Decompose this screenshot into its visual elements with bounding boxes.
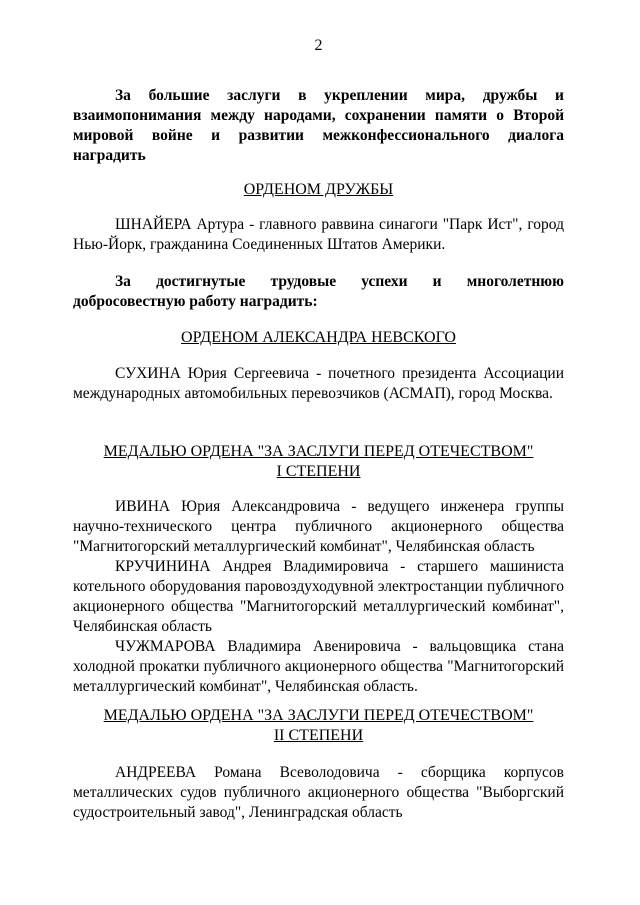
- section-2-intro: За достигнутые трудовые успехи и многолетнюю добросовестную работу наградить:: [73, 273, 564, 310]
- section-1-recipient-block: [73, 215, 564, 255]
- section-1-intro: За большие заслуги в укреплении мира, дружбы и взаимопонимания между народами, сохранении памяти о Второй мировой войне и развитии межконфессионального диалога наградить: [73, 87, 564, 164]
- section-4-order-heading-line-2: II СТЕПЕНИ: [273, 727, 364, 744]
- recipient-paragraph: ШНАЙЕРА Артура - главного раввина синагоги "Парк Ист", город Нью-Йорк, гражданина Соединенных Штатов Америки.: [73, 216, 564, 253]
- section-4-order-block: [73, 706, 564, 746]
- section-3-order-block: [73, 442, 564, 482]
- section-2-recipient-block: [73, 364, 564, 404]
- section-4-recipient-block: [73, 763, 564, 823]
- section-1-order-block: [73, 180, 564, 200]
- section-2-order-block: [73, 328, 564, 348]
- recipient-paragraph: ИВИНА Юрия Александровича - ведущего инженера группы научно-технического центра публичного акционерного общества "Магнитогорский металлургический комбинат", Челябинская область: [73, 498, 564, 555]
- section-3-recipients-block: [73, 497, 564, 697]
- section-3-order-heading-line-1: МЕДАЛЬЮ ОРДЕНА "ЗА ЗАСЛУГИ ПЕРЕД ОТЕЧЕСТВОМ": [103, 443, 534, 460]
- section-2-intro-block: [73, 272, 564, 312]
- section-1-intro-block: [73, 86, 564, 166]
- section-3-order-heading-line-2: I СТЕПЕНИ: [276, 463, 361, 480]
- section-4-order-heading-line-1: МЕДАЛЬЮ ОРДЕНА "ЗА ЗАСЛУГИ ПЕРЕД ОТЕЧЕСТВОМ": [103, 707, 534, 724]
- section-1-order-heading: ОРДЕНОМ ДРУЖБЫ: [243, 181, 394, 198]
- section-2-order-heading: ОРДЕНОМ АЛЕКСАНДРА НЕВСКОГО: [181, 329, 456, 346]
- page-number: 2: [314, 37, 323, 54]
- recipient-paragraph: СУХИНА Юрия Сергеевича - почетного президента Ассоциации международных автомобильных перевозчиков (АСМАП), город Москва.: [73, 365, 564, 402]
- recipient-paragraph: КРУЧИНИНА Андрея Владимировича - старшего машиниста котельного оборудования паровоздуходувной электростанции публичного акционерного общества "Магнитогорский металлургический комбинат", Челябинская область: [73, 558, 564, 635]
- recipient-paragraph: ЧУЖМАРОВА Владимира Авенировича - вальцовщика стана холодной прокатки публичного акционерного общества "Магнитогорский металлургический комбинат", Челябинская область.: [73, 638, 564, 695]
- recipient-paragraph: АНДРЕЕВА Романа Всеволодовича - сборщика корпусов металлических судов публичного акционерного общества "Выборгский судостроительный завод", Ленинградская область: [73, 764, 564, 821]
